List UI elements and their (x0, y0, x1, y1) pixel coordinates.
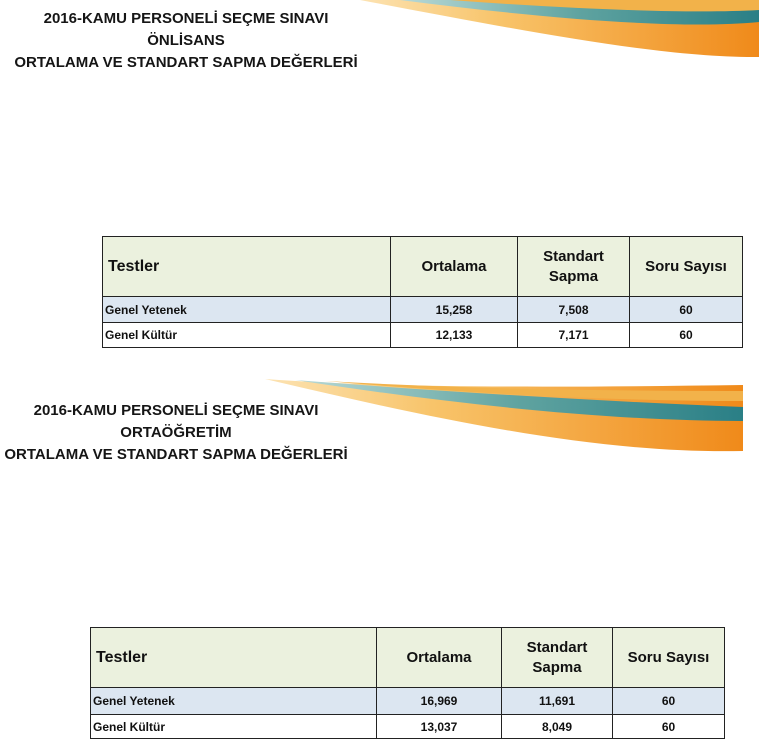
slide-title (0, 400, 352, 466)
table-row (91, 688, 725, 715)
stats-table (102, 236, 743, 348)
slide-title (0, 8, 372, 74)
slide-ortaogretim (0, 375, 759, 752)
cell-ortalama: 15,258 (391, 297, 518, 323)
table-row (91, 715, 725, 739)
cell-test-name: Genel Kültür (91, 715, 377, 739)
title-line-1: 2016-KAMU PERSONELİ SEÇME SINAVI (33, 402, 319, 419)
cell-standart-sapma: 7,508 (518, 297, 630, 323)
title-line-3: ORTALAMA VE STANDART SAPMA DEĞERLERİ (14, 54, 358, 71)
cell-standart-sapma: 7,171 (518, 323, 630, 348)
cell-soru-sayisi: 60 (613, 688, 725, 715)
title-line-3: ORTALAMA VE STANDART SAPMA DEĞERLERİ (4, 446, 348, 463)
cell-test-name: Genel Kültür (103, 323, 391, 348)
table-row (103, 297, 743, 323)
cell-test-name: Genel Yetenek (103, 297, 391, 323)
cell-soru-sayisi: 60 (630, 297, 743, 323)
cell-ortalama: 12,133 (391, 323, 518, 348)
cell-standart-sapma: 8,049 (502, 715, 613, 739)
header-ortalama: Ortalama (377, 628, 502, 688)
header-testler: Testler (103, 237, 391, 297)
title-line-2: ORTAÖĞRETİM (120, 424, 232, 441)
stats-table (90, 627, 725, 739)
table-header-row (91, 628, 725, 688)
cell-ortalama: 13,037 (377, 715, 502, 739)
cell-test-name: Genel Yetenek (91, 688, 377, 715)
cell-standart-sapma: 11,691 (502, 688, 613, 715)
slide-onlisans (0, 0, 759, 375)
title-line-2: ÖNLİSANS (147, 32, 225, 49)
header-standart-sapma: Standart Sapma (502, 628, 613, 688)
header-testler: Testler (91, 628, 377, 688)
cell-soru-sayisi: 60 (613, 715, 725, 739)
table-header-row (103, 237, 743, 297)
cell-soru-sayisi: 60 (630, 323, 743, 348)
header-ortalama: Ortalama (391, 237, 518, 297)
header-standart-sapma: Standart Sapma (518, 237, 630, 297)
cell-ortalama: 16,969 (377, 688, 502, 715)
decorative-swoosh (360, 0, 759, 60)
header-soru-sayisi: Soru Sayısı (630, 237, 743, 297)
title-line-1: 2016-KAMU PERSONELİ SEÇME SINAVI (43, 10, 329, 27)
header-soru-sayisi: Soru Sayısı (613, 628, 725, 688)
table-row (103, 323, 743, 348)
